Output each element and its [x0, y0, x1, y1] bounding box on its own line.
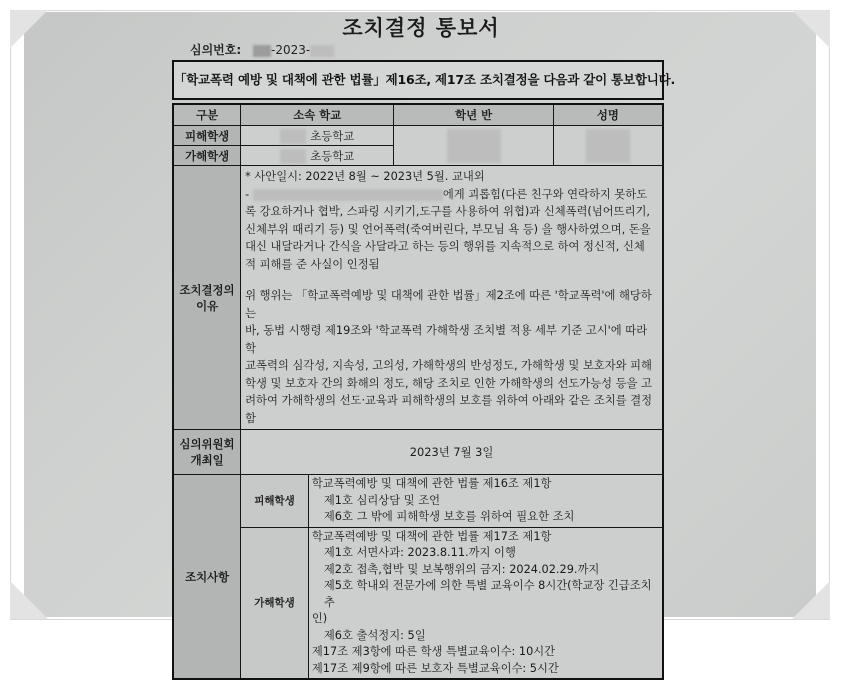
reason-line: 적 피해를 준 사실이 인정됨 [245, 257, 380, 271]
measures-victim-label: 피해학생 [241, 475, 309, 528]
case-number-value: -2023- [271, 43, 311, 57]
redacted-block [280, 149, 306, 164]
reason-line: 신체부위 때리기 등) 및 언어폭력(죽여버린다, 부모님 욕 등) 을 행사하였으며, 돈을 [245, 222, 651, 236]
reason-label-line1: 조치결정의 [179, 282, 235, 297]
redacted-block [310, 45, 334, 57]
redacted-block [280, 129, 306, 144]
measure-item-wrap: 인) [311, 612, 328, 625]
row-label-victim: 피해학생 [173, 126, 241, 146]
measure-item: 제1호 심리상담 및 조언 [323, 493, 441, 507]
meeting-date: 2023년 7월 3일 [241, 430, 663, 475]
measure-item: 제6호 그 밖에 피해학생 보호를 위하여 필요한 조치 [323, 510, 575, 523]
document-title: 조치결정 통보서 [342, 16, 500, 40]
measure-item: 제2호 접촉,협박 및 보복행위의 금지: 2024.02.29.까지 [323, 562, 600, 576]
reason-line: 위 행위는 「학교폭력예방 및 대책에 관한 법률」제2조에 따른 '학교폭력'에 해당하는 [245, 289, 652, 320]
reason-line: 려하여 가해학생의 선도·교육과 피해학생의 보호를 위하여 아래와 같은 조치를 결정 [245, 394, 653, 407]
measure-item: 제5호 학내외 전문가에 의한 특별 교육이수 8시간(학교장 긴급조치 추 [323, 579, 652, 609]
photo-corner-bottom-right [792, 581, 830, 619]
measure-extra: 제17조 제9항에 따른 보호자 특별교육이수: 5시간 [311, 661, 559, 675]
case-number [190, 41, 334, 58]
reason-line: - 에게 괴롭힘(다른 친구와 연락하지 못하도 [245, 187, 648, 201]
victim-school-text: 초등학교 [310, 128, 355, 143]
spacer [245, 273, 658, 287]
meeting-label-line1: 심의위원회 [179, 437, 235, 451]
measure-law: 학교폭력예방 및 대책에 관한 법률 제16조 제1항 [311, 477, 552, 490]
reason-line: 학생 및 보호자 간의 화해의 정도, 해당 조치로 인한 가해학생의 선도가능성 등을 고 [245, 376, 652, 390]
table-header-row [173, 104, 663, 126]
incident-period: * 사안일시: 2022년 8월 ~ 2023년 5월. 교내외 [245, 170, 485, 183]
measure-law: 학교폭력예방 및 대책에 관한 법률 제17조 제1항 [311, 529, 552, 543]
reason-line: 대신 내달라거나 간식을 사달라고 하는 등의 행위를 지속적으로 하여 정신적, 신체 [245, 240, 645, 253]
header-name: 성명 [553, 104, 663, 126]
row-label-offender: 가해학생 [173, 146, 241, 166]
reason-line: 록 강요하거나 협박, 스파링 시키기,도구를 사용하여 위협)과 신체폭력(넘어뜨리기, [245, 205, 650, 218]
offender-school-text: 초등학교 [310, 148, 355, 163]
meeting-label-line2: 개최일 [190, 453, 224, 467]
table-row-meeting [173, 430, 663, 475]
measure-item: 제6호 출석정지: 5일 [323, 628, 426, 642]
reason-label-line2: 이유 [196, 298, 219, 313]
measure-item: 제1호 서면사과: 2023.8.11.까지 이행 [323, 546, 516, 559]
table-row-measures-offender [173, 527, 663, 679]
reason-line: 함 [245, 411, 257, 425]
photo-corner-bottom-left [10, 581, 48, 619]
redacted-block [253, 45, 271, 57]
reason-line: 바, 동법 시행령 제19조와 '학교폭력 가해학생 조치별 적용 세부 기준 고시'에 따라 학 [245, 324, 648, 355]
measures-victim-content [308, 475, 663, 528]
row-label-meeting [173, 430, 241, 475]
name-redacted [553, 126, 663, 166]
row-label-reason [173, 166, 241, 430]
table-row-reason [173, 166, 663, 430]
measures-offender-label: 가해학생 [241, 527, 309, 679]
notice-box: 「학교폭력 예방 및 대책에 관한 법률」제16조, 제17조 조치결정을 다음과 같이 통보합니다. [172, 60, 664, 100]
redacted-block [253, 189, 443, 201]
measures-offender-content [308, 527, 663, 679]
victim-school [241, 126, 394, 146]
offender-school [241, 146, 394, 166]
reason-content [241, 166, 663, 430]
table-row-measures-victim [173, 475, 663, 528]
table-row-victim [173, 126, 663, 146]
header-class: 학년 반 [394, 104, 553, 126]
case-number-label: 심의번호: [190, 43, 242, 57]
header-category: 구분 [173, 104, 241, 126]
header-school: 소속 학교 [241, 104, 394, 126]
redacted-block [586, 129, 630, 163]
class-redacted [394, 126, 553, 166]
row-label-measures: 조치사항 [173, 475, 241, 680]
redacted-block [447, 129, 501, 163]
reason-line: 교폭력의 심각성, 지속성, 고의성, 가해학생의 반성정도, 가해학생 및 보호자와 피해 [245, 359, 652, 372]
measure-extra: 제17조 제3항에 따른 학생 특별교육이수: 10시간 [311, 645, 556, 658]
decision-table [172, 103, 664, 680]
